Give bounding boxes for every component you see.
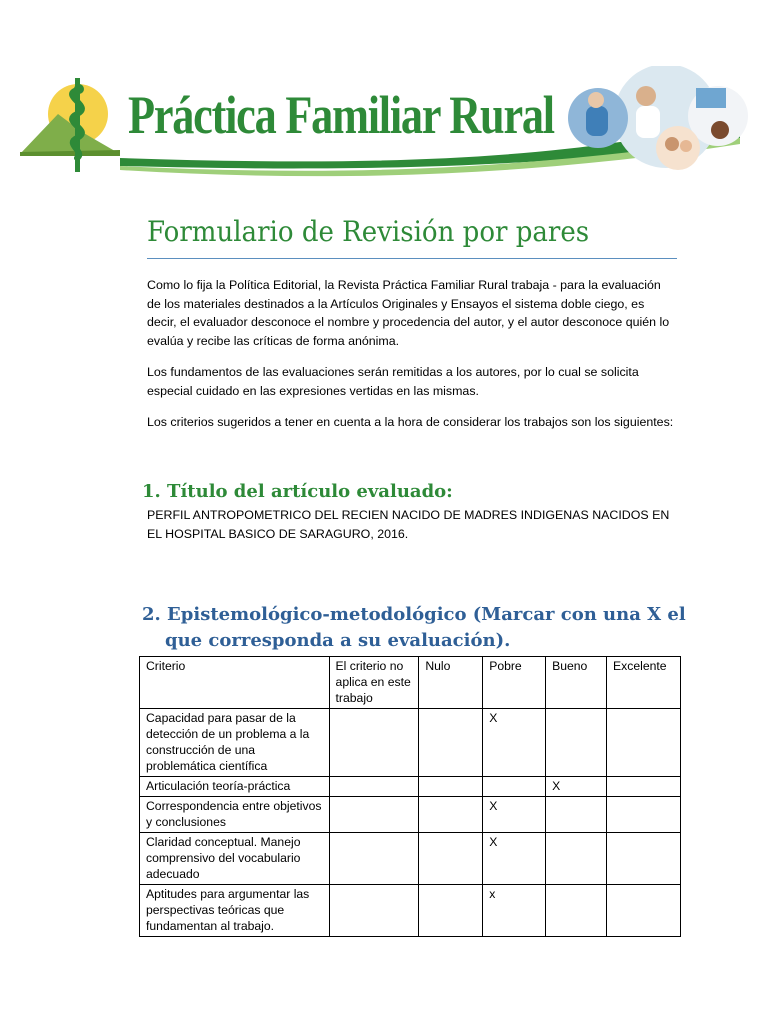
rating-cell[interactable] bbox=[546, 833, 607, 885]
table-header-cell: Nulo bbox=[419, 657, 483, 709]
fundamentals-paragraph: Los fundamentos de las evaluaciones serán remitidas a los autores, por lo cual se solicita especial cuidado en las expresiones vertidas en las mismas. bbox=[147, 365, 639, 398]
rating-cell[interactable] bbox=[419, 777, 483, 797]
table-header-cell: Excelente bbox=[607, 657, 681, 709]
journal-title: Práctica Familiar Rural bbox=[128, 85, 554, 145]
rating-cell[interactable] bbox=[329, 709, 419, 777]
section-2-heading-line1: 2. Epistemológico-metodológico (Marcar con una X el bbox=[142, 604, 686, 625]
rating-cell[interactable] bbox=[607, 885, 681, 937]
caduceus-icon bbox=[20, 72, 120, 172]
table-row bbox=[140, 885, 681, 937]
rating-cell[interactable]: X bbox=[483, 709, 546, 777]
rating-cell[interactable]: X bbox=[483, 797, 546, 833]
table-header-cell: El criterio no aplica en este trabajo bbox=[329, 657, 419, 709]
criteria-paragraph: Los criterios sugeridos a tener en cuenta a la hora de considerar los trabajos son los siguientes: bbox=[147, 415, 674, 429]
rating-cell[interactable]: X bbox=[546, 777, 607, 797]
evaluation-table bbox=[139, 656, 681, 937]
rating-cell[interactable] bbox=[607, 777, 681, 797]
rating-cell[interactable] bbox=[607, 797, 681, 833]
criterion-cell: Articulación teoría-práctica bbox=[140, 777, 330, 797]
rating-cell[interactable] bbox=[607, 833, 681, 885]
table-header-cell: Bueno bbox=[546, 657, 607, 709]
rating-cell[interactable] bbox=[329, 833, 419, 885]
criterion-cell: Aptitudes para argumentar las perspectivas teóricas que fundamentan al trabajo. bbox=[140, 885, 330, 937]
criterion-cell: Claridad conceptual. Manejo comprensivo del vocabulario adecuado bbox=[140, 833, 330, 885]
rating-cell[interactable] bbox=[419, 833, 483, 885]
rating-cell[interactable] bbox=[419, 885, 483, 937]
section-1-heading: 1. Título del artículo evaluado: bbox=[142, 481, 453, 502]
rating-cell[interactable] bbox=[329, 885, 419, 937]
section-2-heading-line2: que corresponda a su evaluación). bbox=[165, 630, 511, 651]
rating-cell[interactable]: X bbox=[483, 833, 546, 885]
table-header-row bbox=[140, 657, 681, 709]
rating-cell[interactable] bbox=[419, 797, 483, 833]
medical-photos-collage bbox=[568, 66, 748, 176]
rating-cell[interactable] bbox=[546, 797, 607, 833]
rating-cell[interactable]: x bbox=[483, 885, 546, 937]
table-row bbox=[140, 777, 681, 797]
criterion-cell: Correspondencia entre objetivos y conclusiones bbox=[140, 797, 330, 833]
section-2-heading bbox=[142, 602, 702, 654]
table-header-cell: Criterio bbox=[140, 657, 330, 709]
intro-paragraph: Como lo fija la Política Editorial, la Revista Práctica Familiar Rural trabaja - para la evaluación de los materiales destinados a la Artículos Originales y Ensayos el sistema doble ciego, es decir, el evaluador desconoce el nombre y procedencia del autor, y el autor desconoce quién lo evalúa y recibe las críticas de forma anónima. bbox=[147, 278, 670, 348]
rating-cell[interactable] bbox=[329, 777, 419, 797]
form-title: Formulario de Revisión por pares bbox=[147, 215, 590, 248]
table-row bbox=[140, 797, 681, 833]
rating-cell[interactable] bbox=[546, 885, 607, 937]
rating-cell[interactable] bbox=[607, 709, 681, 777]
title-divider bbox=[147, 258, 677, 259]
table-row bbox=[140, 709, 681, 777]
criterion-cell: Capacidad para pasar de la detección de un problema a la construcción de una problemática científica bbox=[140, 709, 330, 777]
rating-cell[interactable] bbox=[329, 797, 419, 833]
rating-cell[interactable] bbox=[546, 709, 607, 777]
table-row bbox=[140, 833, 681, 885]
table-header-cell: Pobre bbox=[483, 657, 546, 709]
article-title-value: PERFIL ANTROPOMETRICO DEL RECIEN NACIDO DE MADRES INDIGENAS NACIDOS EN EL HOSPITAL BASICO DE SARAGURO, 2016. bbox=[147, 508, 670, 541]
rating-cell[interactable] bbox=[419, 709, 483, 777]
rating-cell[interactable] bbox=[483, 777, 546, 797]
evaluation-table-body bbox=[140, 657, 681, 937]
journal-header bbox=[0, 0, 768, 190]
